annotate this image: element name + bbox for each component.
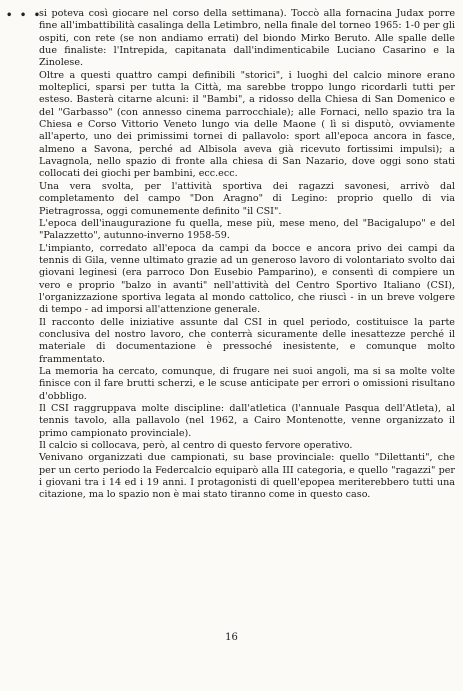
paragraph: L'epoca dell'inaugurazione fu quella, mese più, mese meno, del "Bacigalupo" e del "Palazzetto", autunno-inverno 1958-59.: [39, 217, 455, 242]
paragraph: Una vera svolta, per l'attività sportiva dei ragazzi savonesi, arrivò dal completamento del campo "Don Aragno" di Legino: proprio quello di via Pietragrossa, oggi comunemente definito "il CSI".: [39, 180, 455, 217]
paragraph: Venivano organizzati due campionati, su base provinciale: quello "Dilettanti", che per un certo periodo la Federcalcio equiparò alla III categoria, e quello "ragazzi" per i giovani tra i 14 ed i 19 anni. I protagonisti di quell'epopea meriterebbero tutti una citazione, ma lo spazio non è mai stato tiranno come in questo caso.: [39, 452, 455, 501]
paragraph: L'impianto, corredato all'epoca da campi da bocce e ancora privo dei campi da tennis di Gila, venne ultimato grazie ad un generoso lavoro di volontariato svolto dai giovani leginesi (era parroco Don Eusebio Pamparino), e consentì di compiere un vero e proprio "balzo in avanti" nell'attività del Centro Sportivo Italiano (CSI), l'organizzazione sportiva legata al mondo cattolico, che riuscì - in un breve volgere di tempo - ad imporsi all'attenzione generale.: [39, 242, 455, 316]
paragraph: Il racconto delle iniziative assunte dal CSI in quel periodo, costituisce la parte conclusiva del nostro lavoro, che conterrà sicuramente delle inesattezze perché il materiale di documentazione è pressoché inesistente, e comunque molto frammentato.: [39, 316, 455, 365]
paragraph: La memoria ha cercato, comunque, di frugare nei suoi angoli, ma si sa molte volte finisce con il fare brutti scherzi, e le scuse anticipate per errori o omissioni risultano d'obbligo.: [39, 365, 455, 402]
paragraph: Oltre a questi quattro campi definibili "storici", i luoghi del calcio minore erano molteplici, sparsi per tutta la Città, ma sarebbe troppo lungo ricordarli tutti per esteso. Basterà citarne alcuni: il "Bambi", a ridosso della Chiesa di San Domenico e del "Garbasso" (con annesso cinema parrocchiale); alle Fornaci, nello spazio tra la Chiesa e Corso Vittorio Veneto lungo via delle Maone ( lì si disputò, ovviamente all'aperto, uno dei primissimi tornei di pallavolo: sport all'epoca ancora in fasce, almeno a Savona, perché ad Albisola aveva già ricevuto fortissimi impulsi); a Lavagnola, nello spazio di fronte alla chiesa di San Nazario, dove oggi sono stati collocati dei giochi per bambini, ecc.ecc.: [39, 69, 455, 180]
body-text: [39, 8, 455, 502]
page-number: 16: [225, 632, 238, 643]
bullet-ornament: • • •: [6, 10, 43, 21]
paragraph: Il CSI raggruppava molte discipline: dall'atletica (l'annuale Pasqua dell'Atleta), al tennis tavolo, alla pallavolo (nel 1962, a Cairo Montenotte, venne organizzato il primo campionato provinciale).: [39, 403, 455, 439]
paragraph: Il calcio si collocava, però, al centro di questo fervore operativo.: [39, 440, 353, 452]
paragraph: si poteva così giocare nel corso della settimana). Toccò alla fornacina Judax porre fine all'imbattibilità casalinga della Letimbro, nella finale del torneo 1965: 1-0 per gli ospiti, con rete (se non andiamo errati) del biondo Mirko Beruto. Alle spalle delle due finaliste: l'Intrepida, capitanata dall'indimenticabile Luciano Casarino e la Zinolese.: [39, 8, 455, 69]
